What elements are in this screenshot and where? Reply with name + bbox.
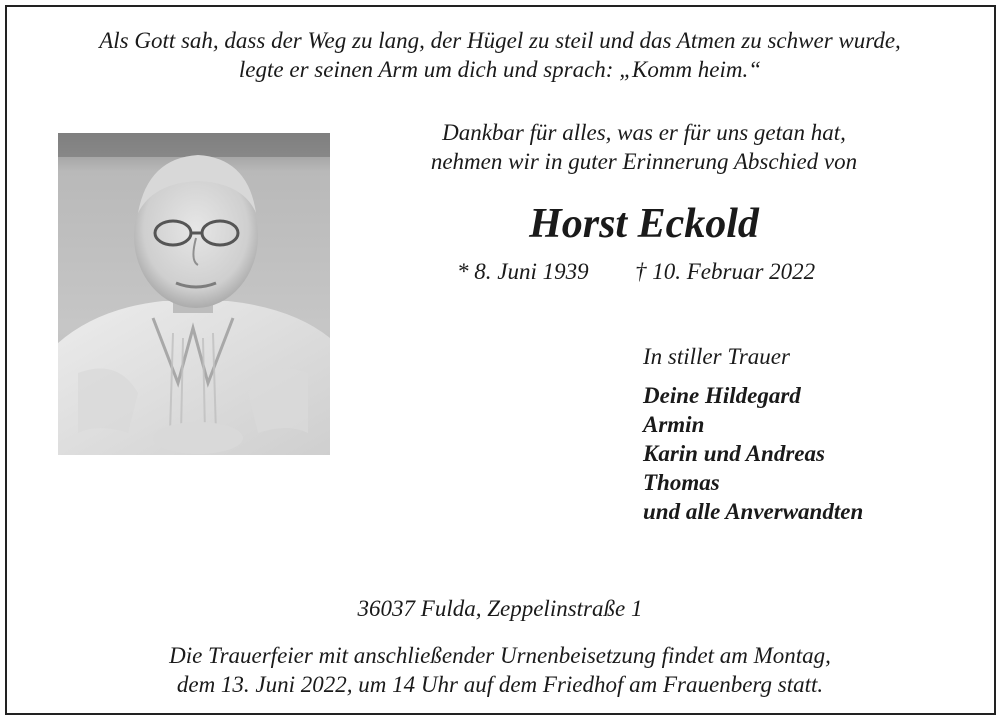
intro-text xyxy=(380,118,908,176)
mourner-name: Armin xyxy=(643,412,705,437)
family-address: 36037 Fulda, Zeppelinstraße 1 xyxy=(357,596,643,621)
portrait-photo xyxy=(58,133,330,455)
opening-verse xyxy=(0,26,1000,84)
ceremony-info xyxy=(0,641,1000,699)
verse-line-1: Als Gott sah, dass der Weg zu lang, der Hügel zu steil und das Atmen zu schwer wurde, xyxy=(99,28,901,53)
ceremony-line-2: dem 13. Juni 2022, um 14 Uhr auf dem Friedhof am Frauenberg statt. xyxy=(176,672,824,697)
life-dates xyxy=(457,257,877,286)
ceremony-line-1: Die Trauerfeier mit anschließender Urnenbeisetzung findet am Montag, xyxy=(169,643,831,668)
birth-date: * 8. Juni 1939 xyxy=(457,259,589,284)
intro-line-1: Dankbar für alles, was er für uns getan hat, xyxy=(442,120,846,145)
deceased-name: Horst Eckold xyxy=(529,201,759,247)
mourners-list xyxy=(643,381,863,526)
mourner-name: und alle Anverwandten xyxy=(643,499,864,524)
death-date: † 10. Februar 2022 xyxy=(635,259,816,284)
intro-line-2: nehmen wir in guter Erinnerung Abschied von xyxy=(430,149,858,174)
mourner-name: Deine Hildegard xyxy=(643,383,801,408)
mourner-name: Thomas xyxy=(643,470,720,495)
verse-line-2: legte er seinen Arm um dich und sprach: „Komm heim.“ xyxy=(238,57,762,82)
mourning-label: In stiller Trauer xyxy=(643,344,790,369)
mourner-name: Karin und Andreas xyxy=(643,441,825,466)
